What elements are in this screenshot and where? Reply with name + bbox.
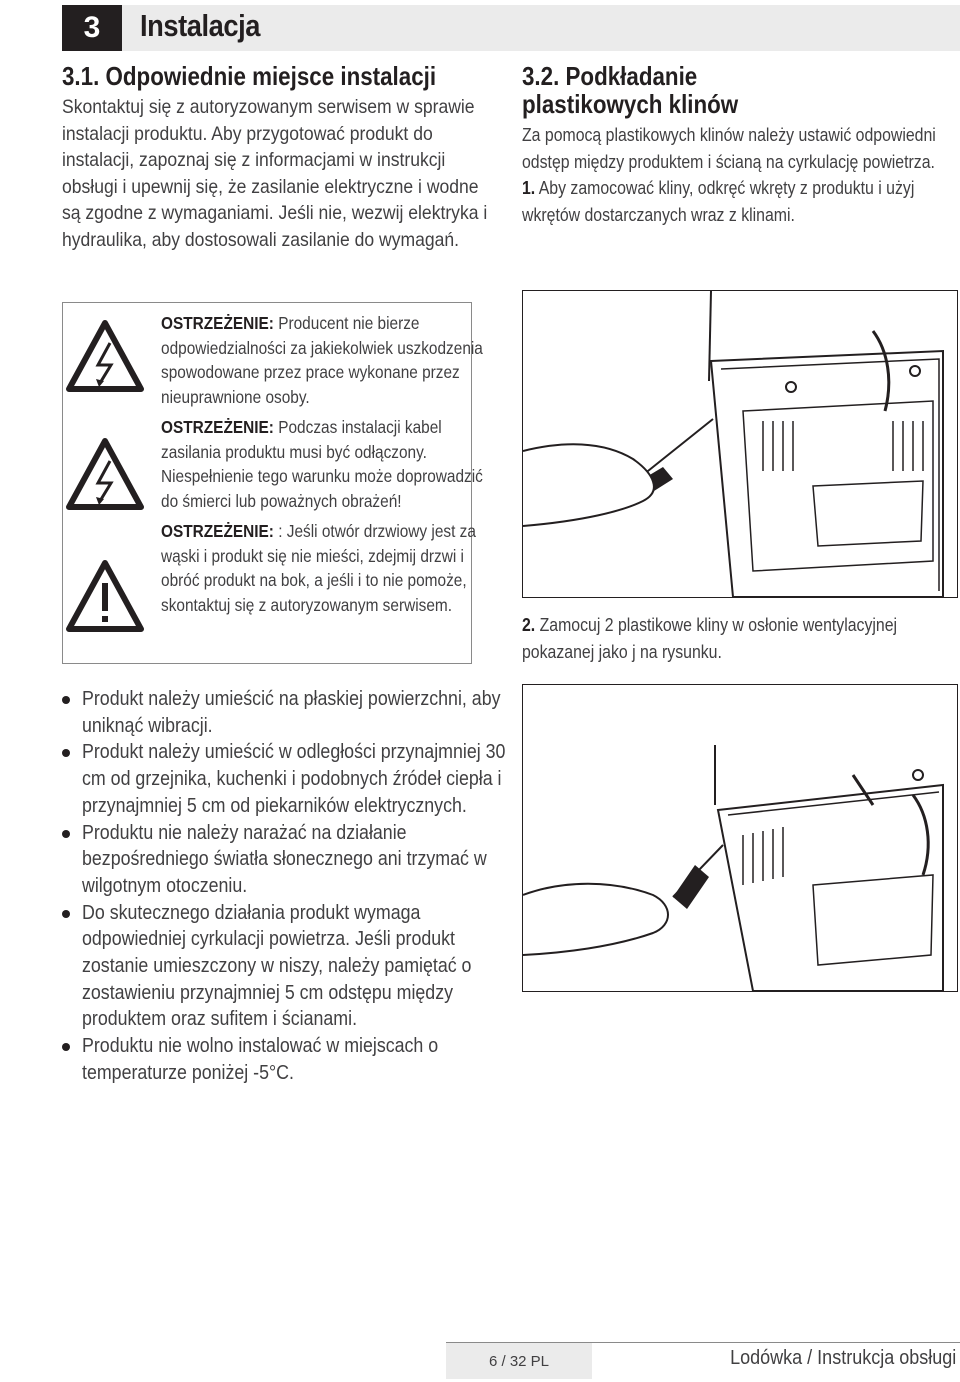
list-item-text: Produktu nie należy narażać na działanie bezpośredniego światła słonecznego ani trzymać w wilgotnym otoczeniu. bbox=[82, 821, 487, 897]
section-3-2-intro: Za pomocą plastikowych klinów należy ustawić odpowiedni odstęp między produktem i ścianą na cyrkulację powietrza. bbox=[522, 125, 936, 172]
ventilation-cover-illustration bbox=[523, 685, 957, 991]
step-1 bbox=[522, 175, 944, 228]
list-item bbox=[62, 900, 532, 1034]
chapter-number: 3 bbox=[62, 5, 122, 51]
list-item bbox=[62, 820, 532, 900]
section-plastic-wedges bbox=[522, 62, 952, 228]
section-3-2-heading-line1: 3.2. Podkładanie bbox=[522, 61, 698, 91]
document-title: Lodówka / Instrukcja obsługi bbox=[729, 1347, 956, 1369]
section-3-1-intro: Skontaktuj się z autoryzowanym serwisem w sprawie instalacji produktu. Aby przygotować produkt do instalacji, zapoznaj się z informacjami w instrukcji obsługi i upewnij się, że zasilanie elektryczne i wodne są zgodne z wymaganiami. Jeśli nie, wezwij elektryka i hydraulika, aby dostosowali zasilanie do wymagań. bbox=[62, 96, 488, 251]
warning-item bbox=[161, 311, 487, 409]
list-item bbox=[62, 739, 532, 819]
list-item-text: Produktu nie wolno instalować w miejscach o temperaturze poniżej -5°C. bbox=[82, 1035, 439, 1084]
electric-hazard-icon bbox=[63, 433, 148, 513]
warning-label: OSTRZEŻENIE: bbox=[161, 417, 274, 437]
chapter-title: Instalacja bbox=[140, 8, 260, 43]
step-2 bbox=[522, 612, 944, 665]
figure-fixing-wedges bbox=[522, 684, 958, 992]
page-number: 6 / 32 PL bbox=[446, 1343, 592, 1379]
list-item bbox=[62, 686, 532, 739]
general-warning-icon bbox=[63, 555, 148, 635]
warning-label: OSTRZEŻENIE: bbox=[161, 313, 274, 333]
step-2-text: Zamocuj 2 plastikowe kliny w osłonie wentylacyjnej pokazanej jako j na rysunku. bbox=[522, 615, 898, 662]
section-installation-location bbox=[62, 61, 488, 253]
warning-item bbox=[161, 519, 487, 617]
step-2-number: 2. bbox=[522, 615, 536, 635]
warning-texts bbox=[161, 311, 491, 623]
warning-icons-column bbox=[63, 303, 148, 663]
list-item bbox=[62, 1033, 532, 1086]
list-item-text: Produkt należy umieścić w odległości przynajmniej 30 cm od grzejnika, kuchenki i podobnych źródeł ciepła i przynajmniej 5 cm od piekarników elektrycznych. bbox=[82, 741, 506, 817]
placement-bullet-list bbox=[62, 686, 532, 1087]
list-item-text: Produkt należy umieścić na płaskiej powierzchni, aby uniknąć wibracji. bbox=[82, 688, 501, 737]
warning-label: OSTRZEŻENIE: bbox=[161, 521, 274, 541]
warning-item bbox=[161, 415, 487, 513]
warning-text: : Jeśli otwór drzwiowy jest za wąski i produkt się nie mieści, zdejmij drzwi i obróć produkt na bok, a jeśli i to nie pomoże, skontaktuj się z autoryzowanym serwisem. bbox=[161, 521, 476, 615]
electric-hazard-icon bbox=[63, 315, 148, 395]
warning-text: Podczas instalacji kabel zasilania produktu musi być odłączony. Niespełnienie tego warunku może doprowadzić do śmierci lub poważnych obrażeń! bbox=[161, 417, 483, 511]
section-3-2-heading-line2: plastikowych klinów bbox=[522, 89, 739, 119]
warning-box bbox=[62, 302, 483, 664]
section-3-1-heading: 3.1. Odpowiednie miejsce instalacji bbox=[62, 61, 437, 91]
rear-panel-screwdriver-illustration bbox=[523, 291, 957, 597]
step-1-number: 1. bbox=[522, 178, 536, 198]
list-item-text: Do skutecznego działania produkt wymaga odpowiedniej cyrkulacji powietrza. Jeśli produkt zostanie umieszczony w niszy, należy pamiętać o zostawieniu przynajmniej 5 cm odstępu między produktem oraz sufitem i ścianami. bbox=[82, 901, 472, 1031]
warning-text: Producent nie bierze odpowiedzialności za jakiekolwiek uszkodzenia spowodowane przez prace wykonane przez nieuprawnione osoby. bbox=[161, 313, 483, 407]
figure-unscrewing-screws bbox=[522, 290, 958, 598]
step-1-text: Aby zamocować kliny, odkręć wkręty z produktu i użyj wkrętów dostarczanych wraz z klinami. bbox=[522, 178, 915, 225]
